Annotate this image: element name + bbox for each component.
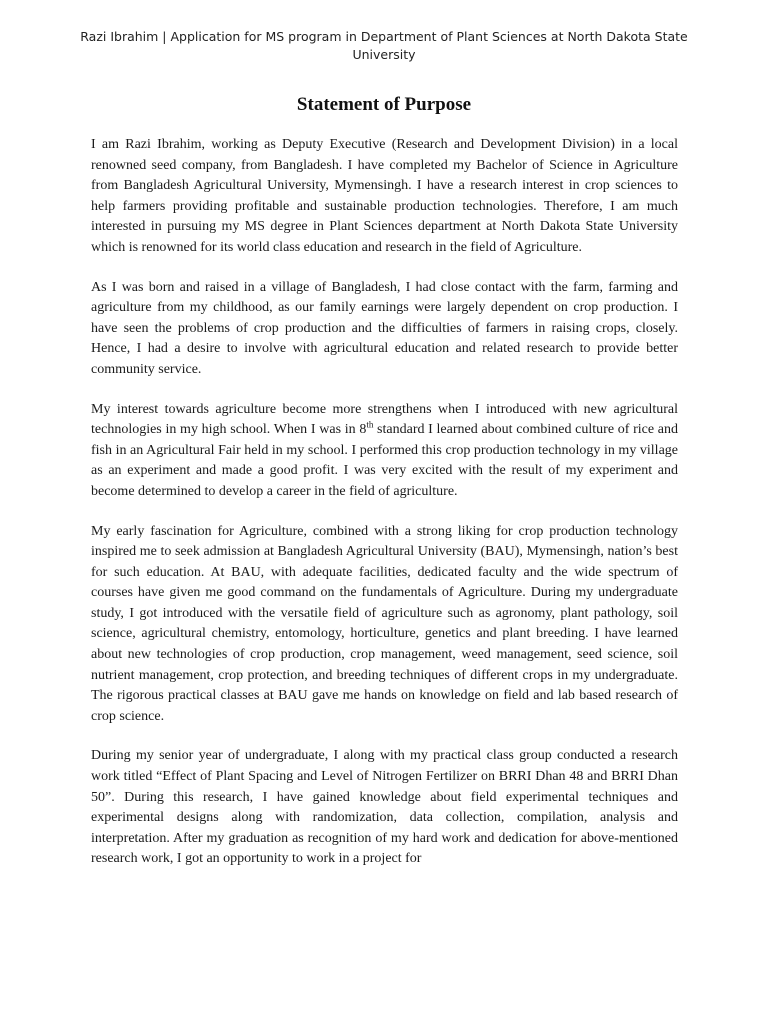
paragraph-3 [91, 400, 678, 503]
paragraph-3-after: standard I learned about combined culture of rice and fish in an Agricultural Fair held in my school. I performed this crop production technology in my village as an experiment and made a good profit. I was very excited with the result of my experiment and become determined to develop a career in the field of agriculture. [91, 422, 678, 499]
page-title: Statement of Purpose [296, 94, 472, 115]
ordinal-superscript: th [366, 419, 374, 430]
paragraph-3-before: My interest towards agriculture become more strengthens when I introduced with new agricultural technologies in my high school. When I was in 8 [91, 401, 678, 438]
paragraph-5: During my senior year of undergraduate, I along with my practical class group conducted a research work titled “Effect of Plant Spacing and Level of Nitrogen Fertilizer on BRRI Dhan 48 and BRRI Dhan 50”. During this research, I have gained knowledge about field experimental techniques and experimental designs along with randomization, data collection, compilation, analysis and interpretation. After my graduation as recognition of my hard work and dedication for above-mentioned research work, I got an opportunity to work in a project for [91, 748, 678, 867]
page-header: Razi Ibrahim | Application for MS program in Department of Plant Sciences at North Dakota State University [80, 29, 688, 62]
document-body [91, 135, 678, 889]
paragraph-4: My early fascination for Agriculture, combined with a strong liking for crop production technology inspired me to seek admission at Bangladesh Agricultural University (BAU), Mymensingh, nation’s best for such education. At BAU, with adequate facilities, dedicated faculty and the wide spectrum of courses have given me good command on the fundamentals of Agriculture. During my undergraduate study, I got introduced with the versatile field of agriculture such as agronomy, plant pathology, soil science, agricultural chemistry, entomology, horticulture, genetics and plant breeding. I have learned about new technologies of crop production, crop management, weed management, seed science, soil nutrient management, crop protection, and breeding techniques of different crops in my undergraduate. The rigorous practical classes at BAU gave me hands on knowledge on field and lab based research of crop science. [91, 523, 678, 724]
paragraph-1: I am Razi Ibrahim, working as Deputy Executive (Research and Development Division) in a local renowned seed company, from Bangladesh. I have completed my Bachelor of Science in Agriculture from Bangladesh Agricultural University, Mymensingh. I have a research interest in crop sciences to help farmers providing profitable and sustainable production technologies. Therefore, I am much interested in pursuing my MS degree in Plant Sciences department at North Dakota State University which is renowned for its world class education and research in the field of Agriculture. [91, 137, 678, 255]
paragraph-2: As I was born and raised in a village of Bangladesh, I had close contact with the farm, farming and agriculture from my childhood, as our family earnings were largely dependent on crop production. I have seen the problems of crop production and the difficulties of farmers in raising crops, closely. Hence, I had a desire to involve with agricultural education and related research to provide better community service. [91, 279, 678, 377]
